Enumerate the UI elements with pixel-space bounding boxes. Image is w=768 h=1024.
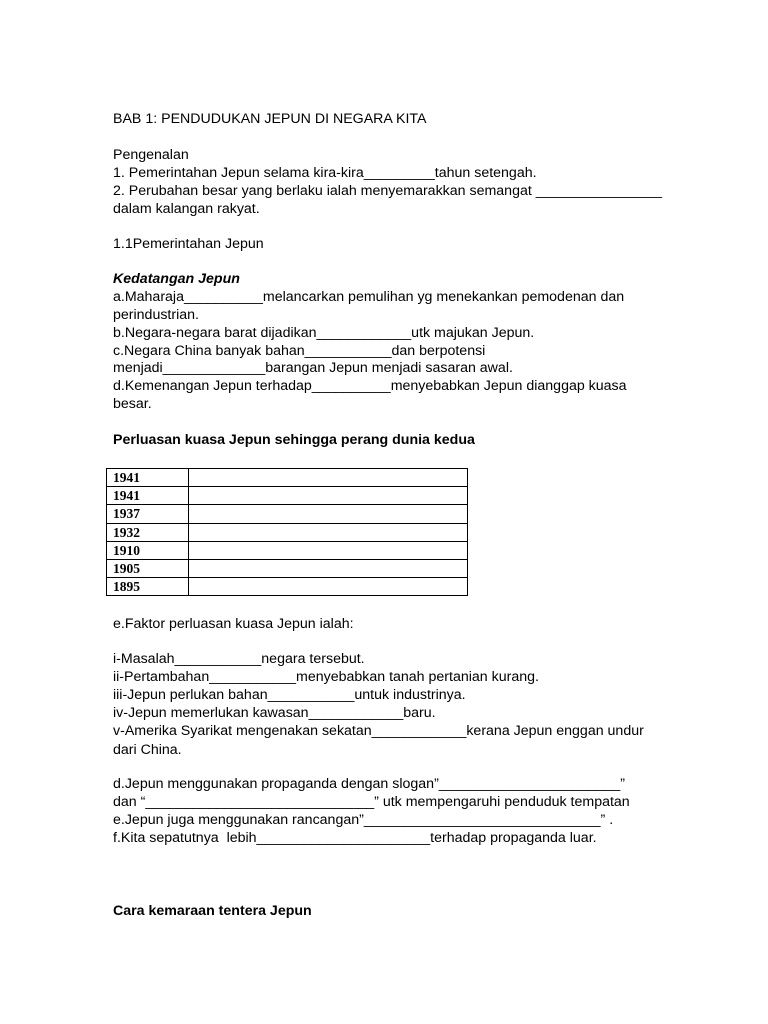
faktor-line: iii-Jepun perlukan bahan___________untuk industrinya. [113,687,466,703]
event-cell [189,487,468,505]
table-row [107,487,468,505]
year-cell: 1910 [107,541,189,559]
year-cell: 1937 [107,505,189,523]
faktor-line: iv-Jepun memerlukan kawasan____________baru. [113,705,436,721]
faktor-line: v-Amerika Syarikat mengenakan sekatan____________kerana Jepun enggan undur [113,723,644,739]
cara-kemaraan-heading: Cara kemaraan tentera Jepun [113,903,312,919]
event-cell [189,523,468,541]
year-cell: 1905 [107,560,189,578]
kedatangan-line: menjadi_____________barangan Jepun menjadi sasaran awal. [113,360,513,376]
kedatangan-line: perindustrian. [113,307,199,323]
years-table [106,468,468,596]
pengenalan-line: 2. Perubahan besar yang berlaku ialah menyemarakkan semangat ________________ [113,183,662,199]
event-cell [189,560,468,578]
propaganda-line: d.Jepun menggunakan propaganda dengan slogan”_______________________” [113,776,625,792]
chapter-title: BAB 1: PENDUDUKAN JEPUN DI NEGARA KITA [113,111,427,127]
table-row [107,541,468,559]
propaganda-line: f.Kita sepatutnya lebih______________________terhadap propaganda luar. [113,830,597,846]
year-cell: 1932 [107,523,189,541]
event-cell [189,469,468,487]
event-cell [189,541,468,559]
pengenalan-line: dalam kalangan rakyat. [113,201,260,217]
kedatangan-line: c.Negara China banyak bahan___________dan berpotensi [113,343,486,359]
year-cell: 1941 [107,487,189,505]
table-row [107,505,468,523]
table-row [107,523,468,541]
section-1-1-heading: 1.1Pemerintahan Jepun [113,236,264,252]
propaganda-line: dan “_____________________________” utk mempengaruhi penduduk tempatan [113,794,630,810]
faktor-heading: e.Faktor perluasan kuasa Jepun ialah: [113,616,354,632]
table-row [107,469,468,487]
pengenalan-heading: Pengenalan [113,147,189,163]
kedatangan-line: a.Maharaja__________melancarkan pemulihan yg menekankan pemodenan dan [113,289,625,305]
table-row [107,578,468,596]
kedatangan-line: b.Negara-negara barat dijadikan____________utk majukan Jepun. [113,325,535,341]
propaganda-line: e.Jepun juga menggunakan rancangan”______________________________” . [113,812,614,828]
kedatangan-line: besar. [113,396,152,412]
kedatangan-heading: Kedatangan Jepun [113,271,240,287]
year-cell: 1941 [107,469,189,487]
event-cell [189,505,468,523]
faktor-line: ii-Pertambahan___________menyebabkan tanah pertanian kurang. [113,669,539,685]
kedatangan-line: d.Kemenangan Jepun terhadap__________menyebabkan Jepun dianggap kuasa [113,378,627,394]
event-cell [189,578,468,596]
faktor-line: i-Masalah___________negara tersebut. [113,651,365,667]
pengenalan-line: 1. Pemerintahan Jepun selama kira-kira_________tahun setengah. [113,165,537,181]
year-cell: 1895 [107,578,189,596]
faktor-line: dari China. [113,742,182,758]
table-row [107,560,468,578]
perluasan-heading: Perluasan kuasa Jepun sehingga perang dunia kedua [113,432,475,448]
